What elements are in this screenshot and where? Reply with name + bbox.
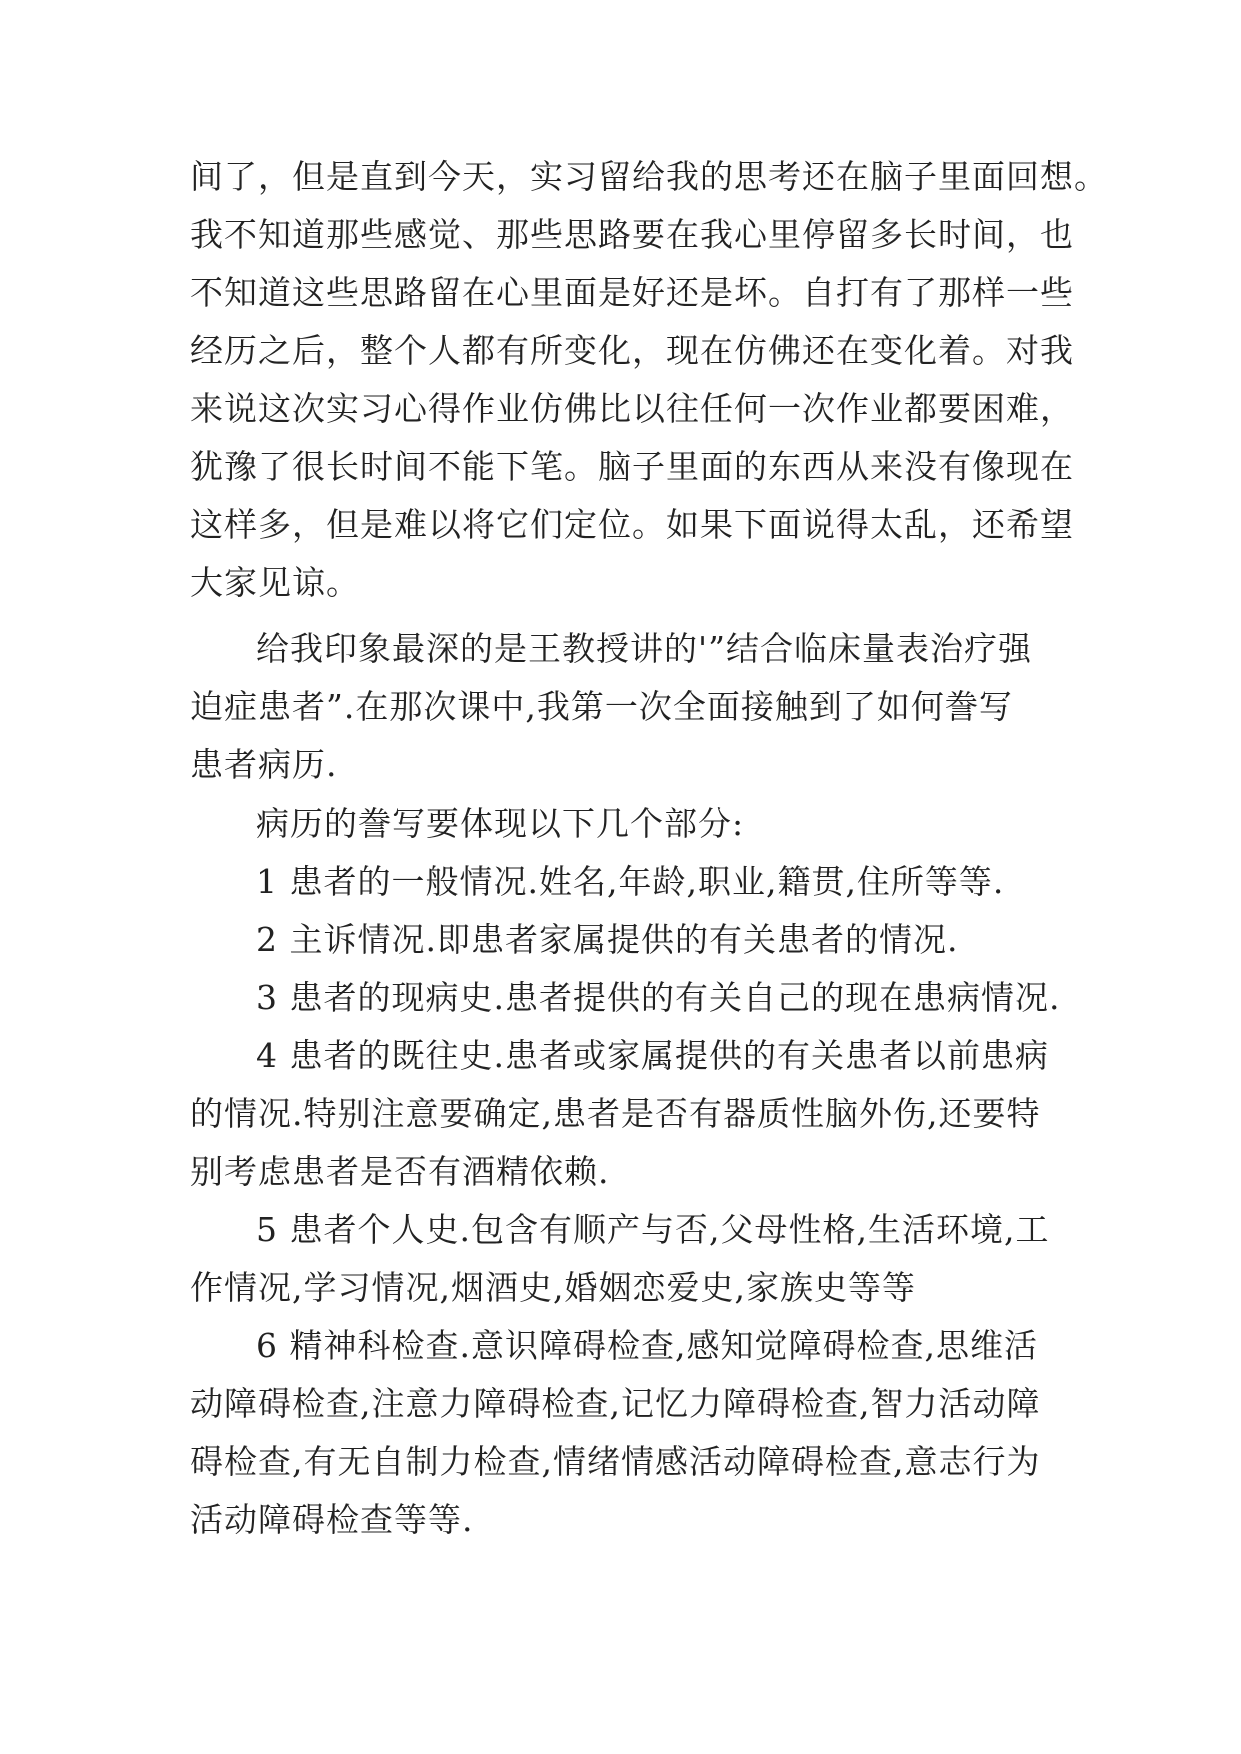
list-item-general-info <box>190 853 1070 911</box>
text-line: 动障碍检查,注意力障碍检查,记忆力障碍检查,智力活动障 <box>190 1384 1041 1423</box>
text-line: 病历的誊写要体现以下几个部分: <box>256 804 745 843</box>
text-line: 大家见谅。 <box>190 563 360 602</box>
text-line: 5 患者个人史.包含有顺产与否,父母性格,生活环境,工 <box>256 1210 1050 1249</box>
text-line: 患者病历. <box>190 745 338 784</box>
paragraph-record-intro <box>190 795 1070 853</box>
list-item-chief-complaint <box>190 911 1070 969</box>
text-line: 作情况,学习情况,烟酒史,婚姻恋爱史,家族史等等 <box>190 1268 916 1307</box>
list-item-past-history <box>190 1027 1070 1201</box>
text-line: 经历之后，整个人都有所变化，现在仿佛还在变化着。对我 <box>190 331 1074 370</box>
list-item-personal-history <box>190 1201 1070 1317</box>
text-line: 给我印象最深的是王教授讲的'”结合临床量表治疗强 <box>256 629 1032 668</box>
text-line: 来说这次实习心得作业仿佛比以往任何一次作业都要困难， <box>190 389 1074 428</box>
text-line: 迫症患者”.在那次课中,我第一次全面接触到了如何誊写 <box>190 687 1013 726</box>
text-line: 我不知道那些感觉、那些思路要在我心里停留多长时间，也 <box>190 215 1074 254</box>
text-line: 不知道这些思路留在心里面是好还是坏。自打有了那样一些 <box>190 273 1074 312</box>
text-line: 碍检查,有无自制力检查,情绪情感活动障碍检查,意志行为 <box>190 1442 1041 1481</box>
text-line: 6 精神科检查.意识障碍检查,感知觉障碍检查,思维活 <box>256 1326 1038 1365</box>
text-line: 犹豫了很长时间不能下笔。脑子里面的东西从来没有像现在 <box>190 447 1074 486</box>
text-line: 2 主诉情况.即患者家属提供的有关患者的情况. <box>256 920 959 959</box>
list-item-psychiatric-exam <box>190 1317 1070 1549</box>
list-item-present-illness <box>190 969 1070 1027</box>
text-line: 3 患者的现病史.患者提供的有关自己的现在患病情况. <box>256 978 1061 1017</box>
text-line: 1 患者的一般情况.姓名,年龄,职业,籍贯,住所等等. <box>256 862 1005 901</box>
text-line: 活动障碍检查等等. <box>190 1500 474 1539</box>
text-line: 4 患者的既往史.患者或家属提供的有关患者以前患病 <box>256 1036 1049 1075</box>
paragraph-reflection <box>190 148 1108 612</box>
text-line: 别考虑患者是否有酒精依赖. <box>190 1152 610 1191</box>
text-line: 的情况.特别注意要确定,患者是否有器质性脑外伤,还要特 <box>190 1094 1041 1133</box>
text-line: 这样多，但是难以将它们定位。如果下面说得太乱，还希望 <box>190 505 1074 544</box>
paragraph-impression <box>190 620 1070 794</box>
text-line: 间了，但是直到今天，实习留给我的思考还在脑子里面回想。 <box>190 157 1108 196</box>
